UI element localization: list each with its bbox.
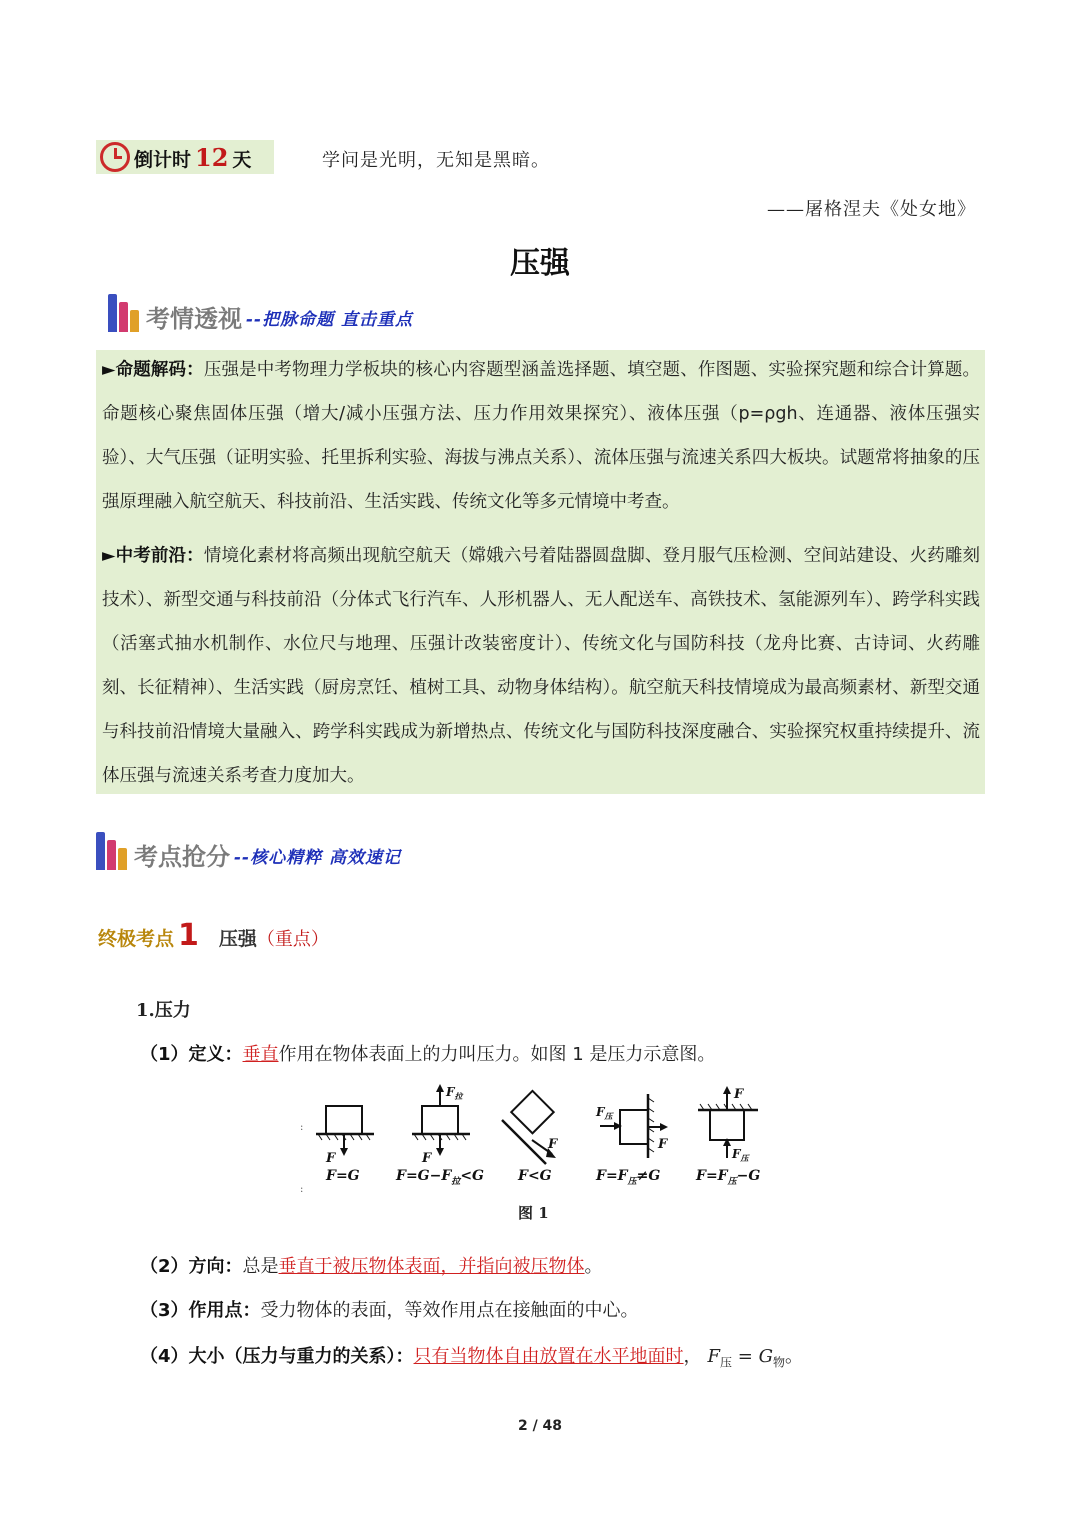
banner-sub-text: --核心精粹 高效速记 (234, 848, 402, 868)
svg-text::: : (300, 1184, 304, 1195)
key-point-name: 压强 (218, 928, 257, 950)
direction-line: （2）方向：总是垂直于被压物体表面，并指向被压物体。 (140, 1256, 603, 1277)
caption-4: $F=F_压\ne G$ (596, 1168, 661, 1187)
countdown-text (134, 143, 251, 172)
diagram-wall (595, 1094, 668, 1187)
page-title: 压强 (510, 246, 570, 281)
frontier-text: 情境化素材将高频出现航空航天（嫦娥六号着陆器圆盘脚、登月服气压检测、空间站建设、火药雕刻技术）、新型交通与科技前沿（分体式飞行汽车、人形机器人、无人配送车、高铁技术、氢能源列车）、跨学科实践（活塞式抽水机制作、水位尺与地理、压强计改装密度计）、传统文化与国防科技（龙舟比赛、古诗词、火药雕刻、长征精神）、生活实践（厨房烹饪、植树工具、动物身体结构）。航空航天科技情境成为最高频素材、新型交通与科技前沿情境大量融入、跨学科实践成为新增热点、传统文化与国防科技深度融合、实验探究权重持续提升、流体压强与流速关系考查力度加大。 (102, 546, 980, 786)
key-point-heading (98, 918, 329, 953)
key-point-tag: （重点） (256, 929, 329, 950)
quote-author: ——屠格涅夫《处女地》 (767, 199, 976, 220)
countdown-number: 12 (195, 143, 229, 172)
exam-analysis-box (96, 350, 985, 794)
diagram-incline (502, 1091, 558, 1184)
svg-text:F压: $F_压$ (596, 1105, 613, 1121)
frontier-paragraph (102, 534, 980, 798)
proposition-paragraph (102, 348, 980, 524)
svg-text:F: F (734, 1087, 744, 1102)
definition-line: （1）定义：垂直作用在物体表面上的力叫压力。如图 1 是压力示意图。 (140, 1044, 716, 1065)
page-number: 2 / 48 (517, 1418, 563, 1434)
banner-main-text: 考点抢分 (134, 843, 230, 871)
countdown-badge (96, 140, 274, 174)
caption-5: $F=F_压-G$ (696, 1168, 761, 1187)
svg-text:F: F (548, 1137, 558, 1152)
point-of-action-line: （3）作用点：受力物体的表面，等效作用点在接触面的中心。 (140, 1300, 639, 1321)
frontier-label: ►中考前沿： (102, 546, 204, 566)
subsection-heading: 1.压力 (136, 1000, 191, 1021)
svg-text::: : (300, 1122, 304, 1133)
bar-logo-icon (108, 292, 142, 332)
proposition-label: ►命题解码： (102, 360, 204, 380)
caption-3: F<G (518, 1168, 552, 1184)
magnitude-highlight: 只有当物体自由放置在水平地面时 (413, 1346, 684, 1367)
quote-text: 学问是光明，无知是黑暗。 (322, 150, 550, 171)
definition-highlight: 垂直 (242, 1044, 279, 1065)
magnitude-line: （4）大小（压力与重力的关系）：只有当物体自由放置在水平地面时， $F_压 = G_物$。 (140, 1346, 803, 1370)
diagram-horizontal (316, 1106, 374, 1184)
pressure-diagram (300, 1082, 780, 1222)
svg-text:F压: $F_压$ (732, 1147, 749, 1163)
svg-text:F: F (422, 1151, 432, 1166)
banner-main-text: 考情透视 (146, 305, 242, 333)
svg-text:F: F (326, 1151, 336, 1166)
banner-sub-text: --把脉命题 直击重点 (246, 310, 414, 330)
direction-highlight: 垂直于被压物体表面，并指向被压物体 (278, 1256, 585, 1277)
diagram-ceiling (695, 1086, 760, 1187)
section-banner-exam-overview (108, 288, 508, 334)
svg-text:F: F (658, 1137, 668, 1152)
svg-text:F拉: $F_拉$ (446, 1085, 463, 1101)
section-banner-key-points (96, 826, 496, 872)
bar-logo-icon (96, 830, 130, 870)
countdown-suffix: 天 (232, 149, 252, 171)
formula: $F_压 = G_物$ (707, 1346, 785, 1370)
caption-2: $F=G-F_拉<G$ (396, 1168, 484, 1187)
figure-caption: 图 1 (518, 1204, 549, 1222)
key-point-number: 1 (178, 918, 199, 953)
key-point-label: 终极考点 (98, 928, 175, 950)
caption-1: F=G (326, 1168, 360, 1184)
proposition-text: 压强是中考物理力学板块的核心内容题型涵盖选择题、填空题、作图题、实验探究题和综合计算题。命题核心聚焦固体压强（增大/减小压强方法、压力作用效果探究）、液体压强（p=ρgh、连通器、液体压强实验）、大气压强（证明实验、托里拆利实验、海拔与沸点关系）、流体压强与流速关系四大板块。试题常将抽象的压强原理融入航空航天、科技前沿、生活实践、传统文化等多元情境中考查。 (102, 360, 980, 512)
countdown-prefix: 倒计时 (134, 149, 192, 171)
clock-icon (100, 142, 130, 172)
diagram-pulled-up (395, 1084, 484, 1187)
